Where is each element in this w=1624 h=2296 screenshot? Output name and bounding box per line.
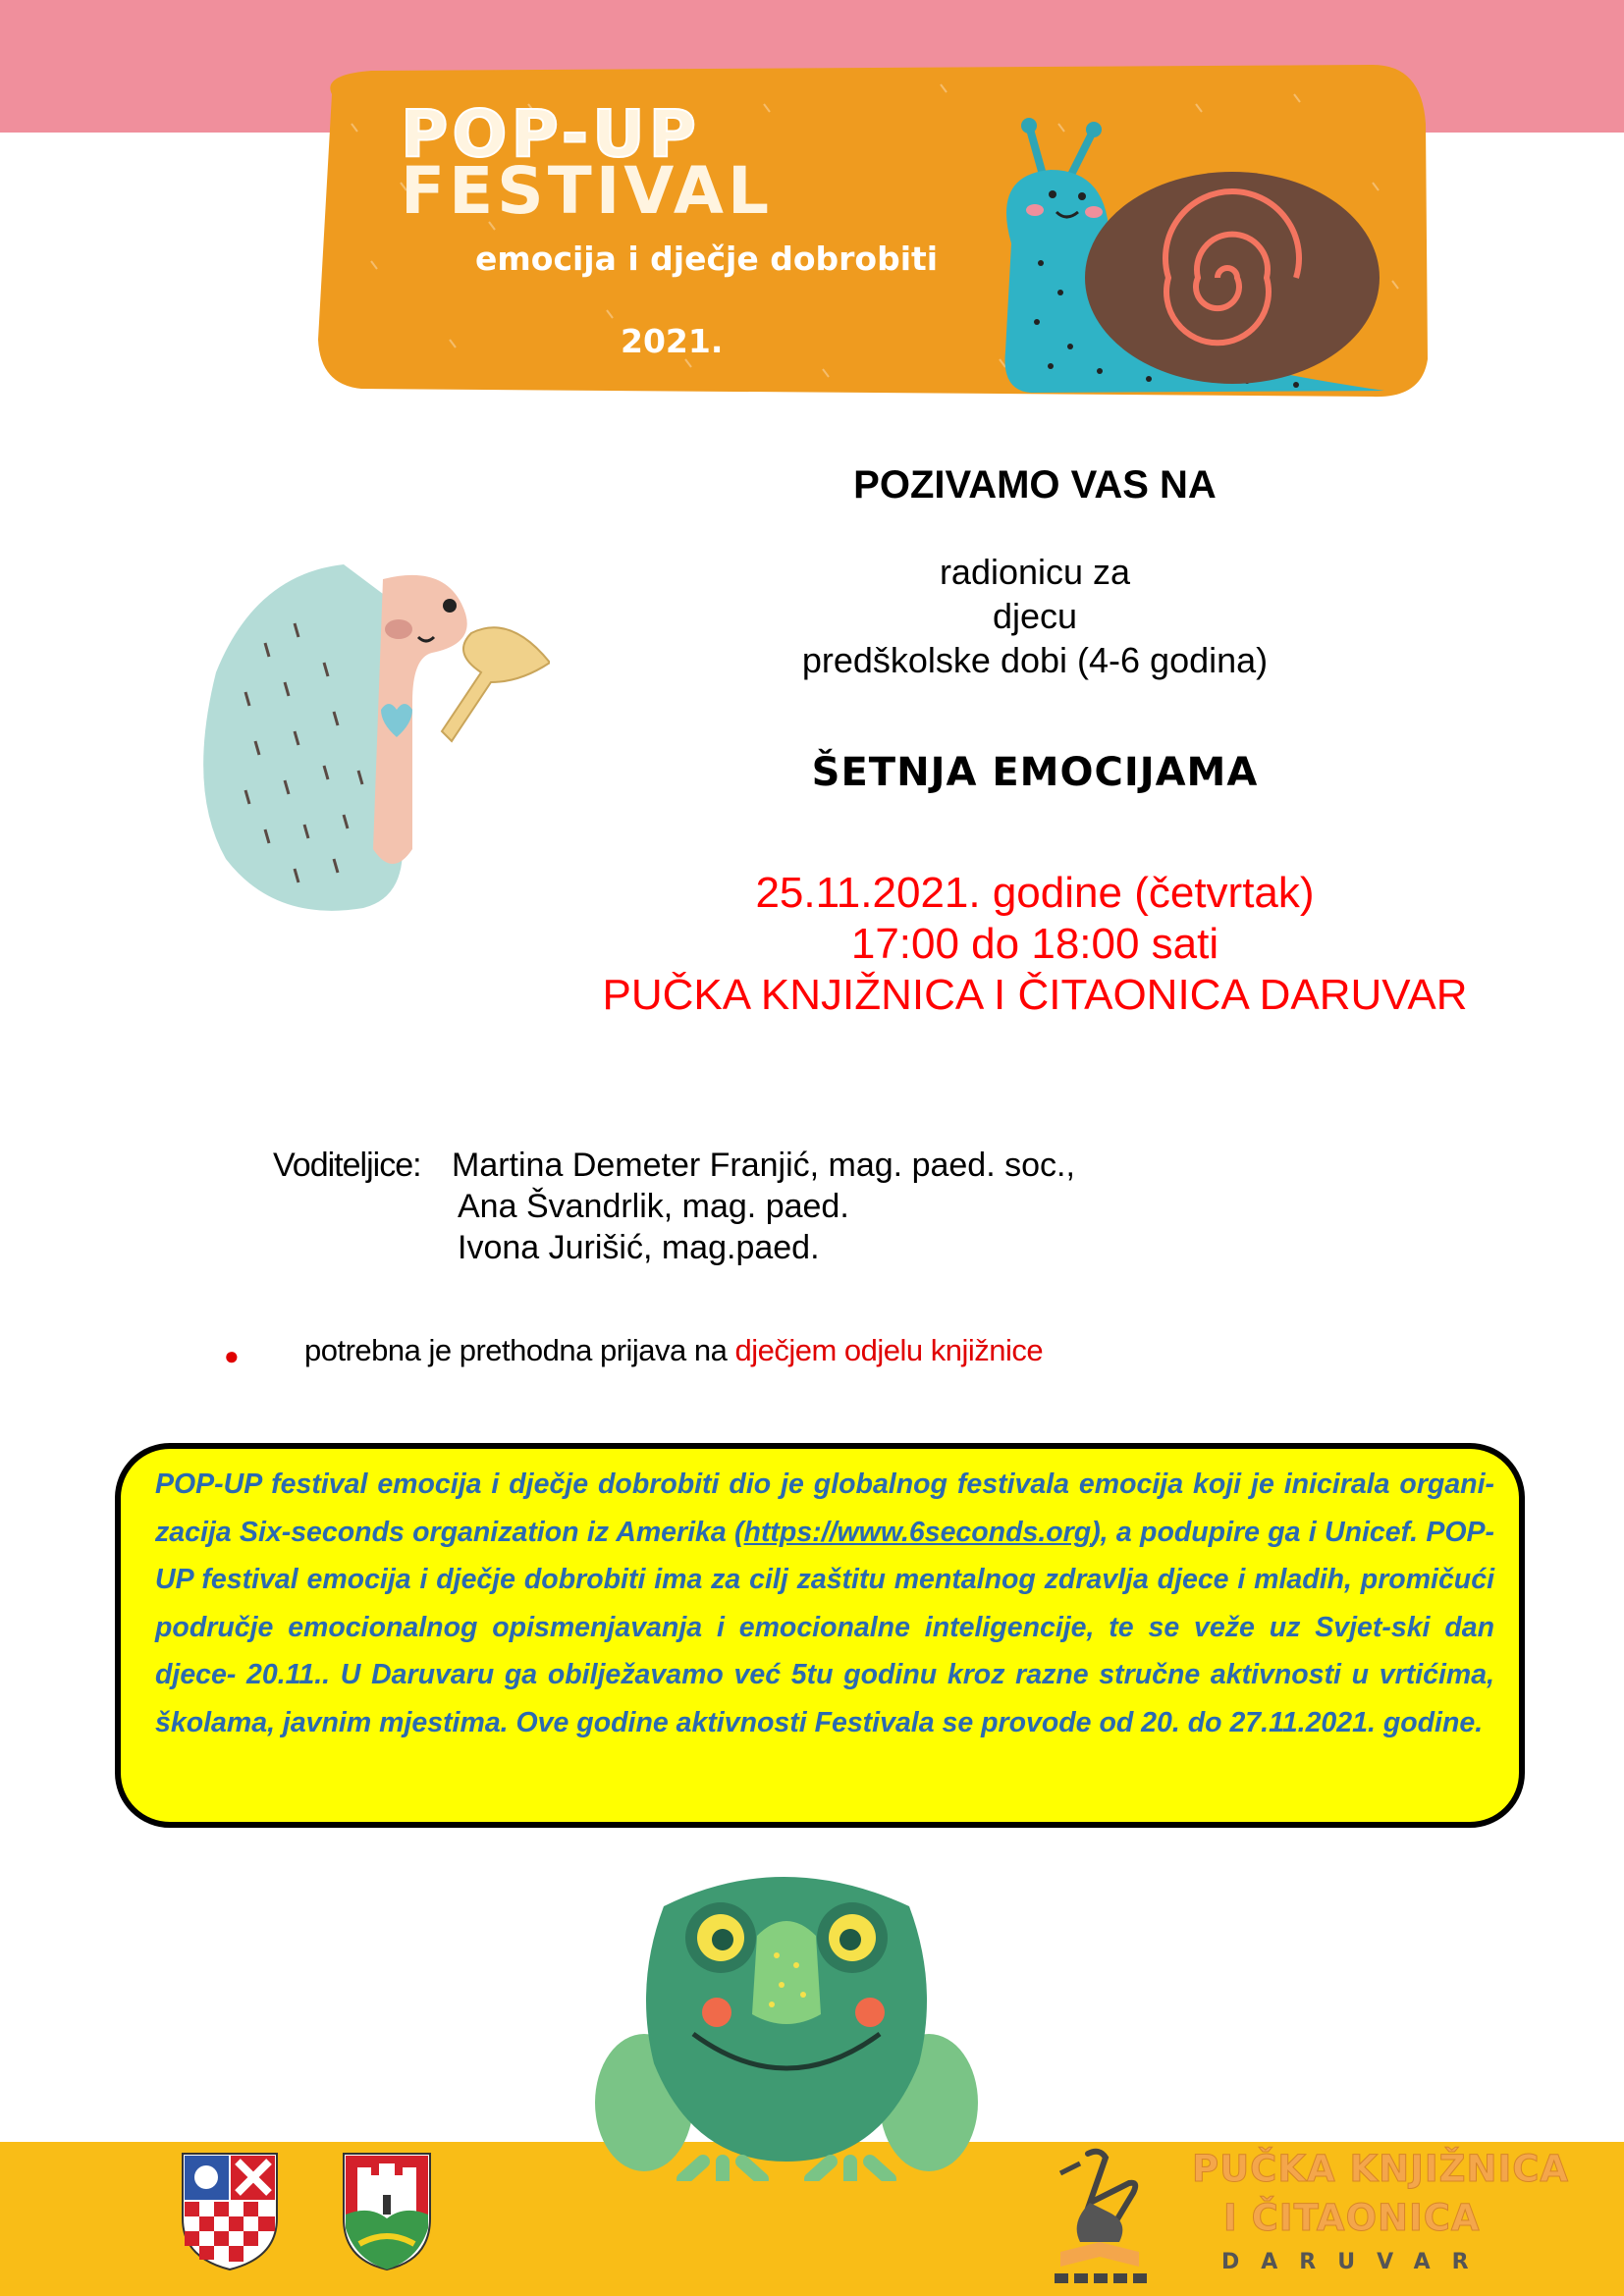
bullet-icon: ● xyxy=(224,1341,240,1370)
info-link[interactable]: https://www.6seconds.org xyxy=(743,1516,1092,1548)
invitation-line-1: radionicu za xyxy=(939,552,1131,592)
leader-name-3: Ivona Jurišić, mag.paed. xyxy=(458,1229,820,1266)
registration-note xyxy=(224,1333,1108,1372)
invitation-line-2: djecu xyxy=(992,596,1078,636)
library-name-line1: PUČKA KNJIŽNICA xyxy=(1192,2148,1570,2190)
event-details xyxy=(593,868,1477,1021)
hedgehog-icon xyxy=(187,535,550,923)
note-highlight: dječjem odjelu knjižnice xyxy=(734,1333,1044,1367)
leader-name-2: Ana Švandrlik, mag. paed. xyxy=(458,1188,849,1225)
workshop-title: ŠETNJA EMOCIJAMA xyxy=(811,750,1259,795)
info-text-part1: POP-UP festival emocija i dječje dobrobiti dio je globalnog festivala emocija koji je inicirala organi-zacija Six-seconds organization iz Amerika ( xyxy=(155,1468,1494,1548)
library-name-line2: I ČITAONICA xyxy=(1223,2197,1481,2239)
frog-icon xyxy=(585,1867,988,2181)
festival-title-line2: FESTIVAL xyxy=(401,153,774,229)
library-name-line3: DARUVAR xyxy=(1221,2250,1490,2274)
event-time: 17:00 do 18:00 sati xyxy=(850,920,1219,968)
festival-title-line1: POP-UP xyxy=(401,96,701,172)
invitation-description xyxy=(593,550,1477,682)
info-text xyxy=(155,1461,1494,1746)
leaders-label: Voditeljice: xyxy=(273,1147,421,1184)
invitation-heading: POZIVAMO VAS NA xyxy=(853,463,1217,507)
event-date: 25.11.2021. godine (četvrtak) xyxy=(755,869,1315,917)
invitation-line-3: predškolske dobi (4-6 godina) xyxy=(801,640,1269,680)
stork-library-logo-icon xyxy=(1051,2144,1159,2291)
snail-icon xyxy=(972,116,1384,400)
event-venue: PUČKA KNJIŽNICA I ČITAONICA DARUVAR xyxy=(602,971,1468,1019)
leader-name-1: Martina Demeter Franjić, mag. paed. soc., xyxy=(452,1147,1075,1184)
info-text-part2: ), a podupire ga i Unicef. POP-UP festival emocija i dječje dobrobiti ima za cilj zaštitu mentalnog zdravlja djece i mladih, promičući područje emocionalnog opismenjavanja i emocionalne inteligencije, te se veže uz Svjet-ski dan djece- 20.11.. U Daruvaru ga obilježavamo već 5tu godinu kroz razne stručne aktivnosti u vrtićima, školama, javnim mjestima. Ove godine aktivnosti Festivala se provode od 20. do 27.11.2021. godine. xyxy=(155,1516,1495,1738)
festival-year: 2021. xyxy=(621,322,724,360)
town-coat-of-arms-icon xyxy=(340,2150,434,2273)
note-text: potrebna je prethodna prijava na xyxy=(304,1333,735,1367)
county-coat-of-arms-icon xyxy=(179,2150,281,2271)
festival-subtitle: emocija i dječje dobrobiti xyxy=(475,240,939,278)
